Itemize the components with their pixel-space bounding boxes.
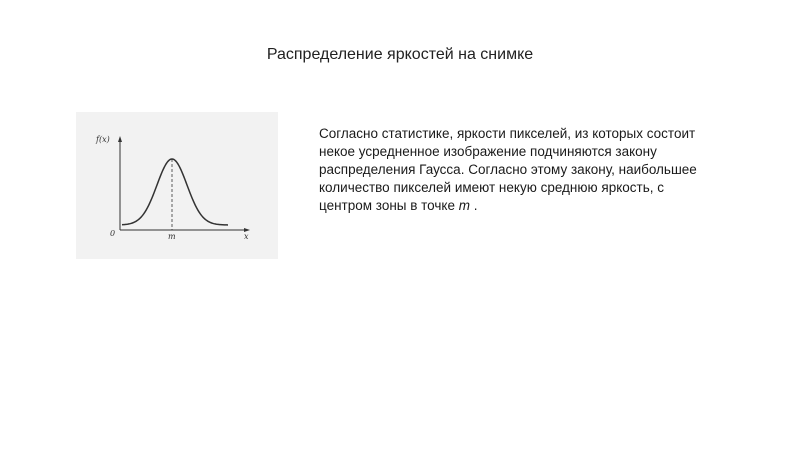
mean-label: m <box>168 232 176 241</box>
y-axis-label: f(x) <box>96 135 110 144</box>
mean-variable: m <box>458 198 470 213</box>
y-axis-arrow-icon <box>118 136 122 142</box>
description-end: . <box>470 198 478 213</box>
gaussian-figure <box>76 112 278 259</box>
description-text: Согласно статистике, яркости пикселей, из которых состоит некое усредненное изображение подчиняются закону распределения Гаусса. Согласно этому закону, наибольшее количество пикселей имеют некую среднюю яркость, с центром зоны в точке <box>319 126 697 213</box>
x-axis-label: x <box>244 232 249 241</box>
gaussian-plot <box>76 112 278 259</box>
slide-title: Распределение яркостей на снимке <box>266 46 534 63</box>
description-paragraph <box>319 125 719 215</box>
bell-curve <box>122 159 228 225</box>
origin-label: 0 <box>110 229 116 238</box>
